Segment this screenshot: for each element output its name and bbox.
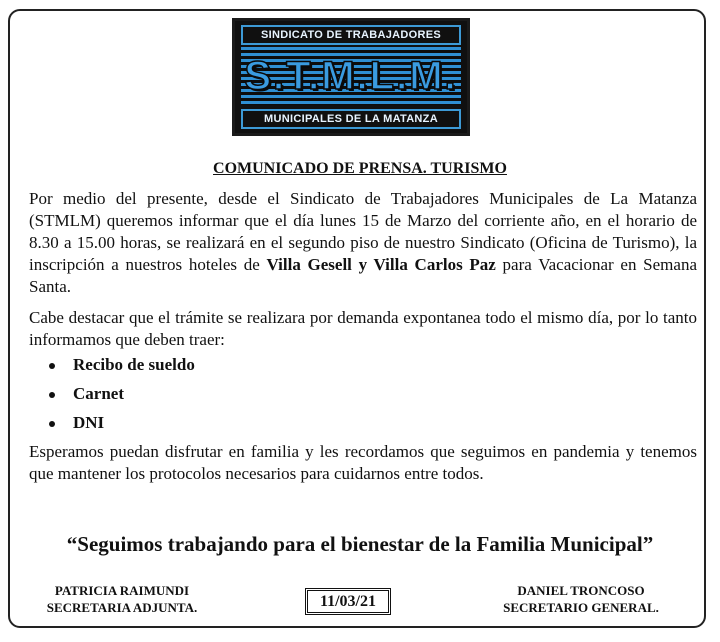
intro-hotels: Villa Gesell y Villa Carlos Paz: [266, 255, 496, 274]
signature-left: [22, 582, 222, 616]
requirement-label: Carnet: [73, 384, 124, 403]
bullet-icon: [49, 363, 55, 369]
signature-right-name: DANIEL TRONCOSO: [517, 583, 645, 598]
requirement-label: Recibo de sueldo: [73, 355, 195, 374]
intro-tail: para Vacacionar en Semana Santa.: [29, 255, 697, 296]
signature-right-role: SECRETARIO GENERAL.: [503, 600, 659, 615]
union-logo: [232, 18, 470, 136]
intro-paragraph: [29, 188, 697, 298]
list-item: [29, 412, 195, 441]
bullet-icon: [49, 421, 55, 427]
requirements-list: [29, 354, 195, 441]
requirement-label: DNI: [73, 413, 105, 432]
bullet-icon: [49, 392, 55, 398]
closing-paragraph: Esperamos puedan disfrutar en familia y les recordamos que seguimos en pandemia y tenemos que mantener los protocolos necesarios para cuidarnos entre todos.: [29, 442, 697, 483]
signature-left-role: SECRETARIA ADJUNTA.: [46, 600, 198, 615]
logo-acronym-band: [241, 47, 461, 105]
intro-text: Por medio del presente, desde el Sindicato de Trabajadores Municipales de La Matanza (STMLM) queremos informar que el día lunes 15 de Marzo del corriente año, en el horario de 8.30 a 15.00 horas, se realizará en el segundo piso de nuestro Sindicato (Oficina de Turismo), la inscripción a nuestros hoteles de: [29, 189, 697, 274]
list-item: [29, 354, 195, 383]
logo-acronym: S.T.M.L.M.: [244, 53, 458, 98]
logo-bottom-text: MUNICIPALES DE LA MATANZA: [241, 109, 461, 129]
slogan: “Seguimos trabajando para el bienestar de la Familia Municipal”: [66, 532, 654, 556]
logo-top-text: SINDICATO DE TRABAJADORES: [241, 25, 461, 45]
requirements-intro: Cabe destacar que el trámite se realizara por demanda expontanea todo el mismo día, por lo tanto informamos que deben traer:: [29, 308, 697, 349]
date-box: 11/03/21: [305, 588, 391, 615]
signature-left-name: PATRICIA RAIMUNDI: [54, 583, 190, 598]
document-title: COMUNICADO DE PRENSA. TURISMO: [213, 160, 507, 177]
signature-right: [476, 582, 686, 616]
list-item: [29, 383, 195, 412]
